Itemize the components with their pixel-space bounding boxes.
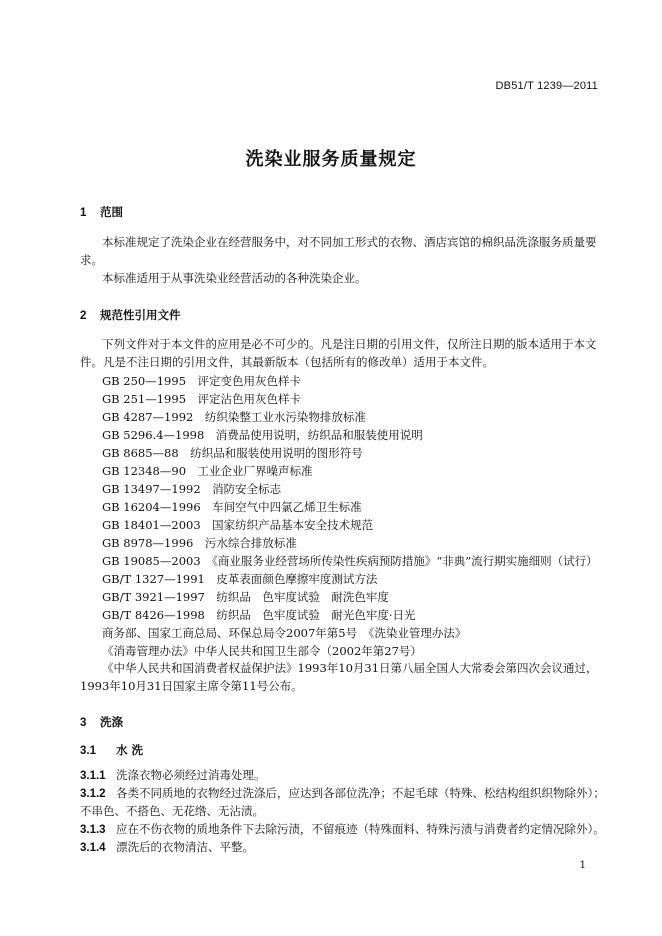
clause-text: 洗涤衣物必须经过消毒处理。 — [116, 768, 266, 782]
section-title: 规范性引用文件 — [100, 308, 181, 322]
clause-3-1-1 — [80, 767, 266, 783]
section-number: 2 — [80, 310, 87, 322]
reference-item: GB 18401—2003 国家纺织产品基本安全技术规范 — [102, 518, 374, 532]
clause-number: 3.1.3 — [80, 824, 106, 836]
reference-item: GB 16204—1996 车间空气中四氯乙烯卫生标准 — [102, 500, 362, 514]
page-title: 洗染业服务质量规定 — [245, 149, 417, 170]
clause-text: 应在不伤衣物的质地条件下去除污渍，不留痕迹（特殊面料、特殊污渍与消费者约定情况除外）。 — [116, 822, 605, 836]
paragraph: 本标准规定了洗染企业在经营服务中，对不同加工形式的衣物、酒店宾馆的棉织品洗涤服务质量要 — [102, 235, 597, 249]
section-title: 洗涤 — [100, 715, 123, 729]
clause-number: 3.1.1 — [80, 770, 106, 782]
paragraph: 件。凡是不注日期的引用文件，其最新版本（包括所有的修改单）适用于本文件。 — [80, 355, 494, 369]
clause-text: 漂洗后的衣物清洁、平整。 — [116, 840, 254, 854]
clause-3-1-3 — [80, 821, 605, 837]
paragraph: 1993年10月31日国家主席令第11号公布。 — [80, 679, 303, 693]
section-title: 范围 — [100, 205, 123, 219]
reference-item: 《消毒管理办法》中华人民共和国卫生部令（2002年第27号） — [102, 644, 422, 658]
reference-item: GB 12348—90 工业企业厂界噪声标准 — [102, 464, 313, 478]
section-number: 3 — [80, 717, 87, 729]
reference-item: GB/T 3921—1997 纺织品 色牢度试验 耐洗色牢度 — [102, 590, 389, 604]
clause-3-1-2 — [80, 785, 605, 801]
paragraph: 下列文件对于本文件的应用是必不可少的。凡是注日期的引用文件，仅所注日期的版本适用于本文 — [102, 337, 597, 351]
clause-continuation: 不串色、不搭色、无花绺、无沾渍。 — [80, 804, 264, 818]
reference-item: GB/T 8426—1998 纺织品 色牢度试验 耐光色牢度·日光 — [102, 608, 416, 622]
reference-item: GB 19085—2003 《商业服务业经营场所传染性疾病预防措施》“非典”流行期实施细则（试行） — [102, 554, 598, 568]
subsection-title: 水 洗 — [116, 743, 144, 757]
clause-number: 3.1.2 — [80, 788, 106, 800]
reference-item: 商务部、国家工商总局、环保总局令2007年第5号 《洗染业管理办法》 — [102, 626, 467, 640]
reference-item: GB 13497—1992 消防安全标志 — [102, 482, 282, 496]
reference-item: GB 8685—88 纺织品和服装使用说明的图形符号 — [102, 446, 363, 460]
document-number: DB51/T 1239—2011 — [495, 80, 598, 92]
paragraph: 本标准适用于从事洗染业经营活动的各种洗染企业。 — [102, 271, 367, 285]
section-number: 1 — [80, 207, 87, 219]
reference-item: GB 4287—1992 纺织染整工业水污染物排放标准 — [102, 410, 366, 424]
clause-3-1-4 — [80, 839, 254, 855]
paragraph: 求。 — [80, 253, 103, 267]
reference-item: GB 5296.4—1998 消费品使用说明，纺织品和服装使用说明 — [102, 428, 423, 442]
reference-item: GB/T 1327—1991 皮革表面颜色摩擦牢度测试方法 — [102, 572, 378, 586]
reference-item: GB 250—1995 评定变色用灰色样卡 — [102, 374, 302, 388]
section-3-heading — [80, 714, 123, 730]
section-1-heading — [80, 204, 123, 220]
paragraph: 《中华人民共和国消费者权益保护法》1993年10月31日第八届全国人大常委会第四次会议通过， — [102, 661, 598, 675]
page-number: 1 — [579, 860, 586, 871]
subsection-3-1-heading — [80, 742, 143, 758]
subsection-number: 3.1 — [80, 745, 96, 757]
section-2-heading — [80, 307, 181, 323]
clause-text: 各类不同质地的衣物经过洗涤后，应达到各部位洗净；不起毛球（特殊、松结构组织织物除外）； — [116, 786, 605, 800]
reference-item: GB 8978—1996 污水综合排放标准 — [102, 536, 297, 550]
clause-number: 3.1.4 — [80, 842, 106, 854]
reference-item: GB 251—1995 评定沾色用灰色样卡 — [102, 392, 302, 406]
